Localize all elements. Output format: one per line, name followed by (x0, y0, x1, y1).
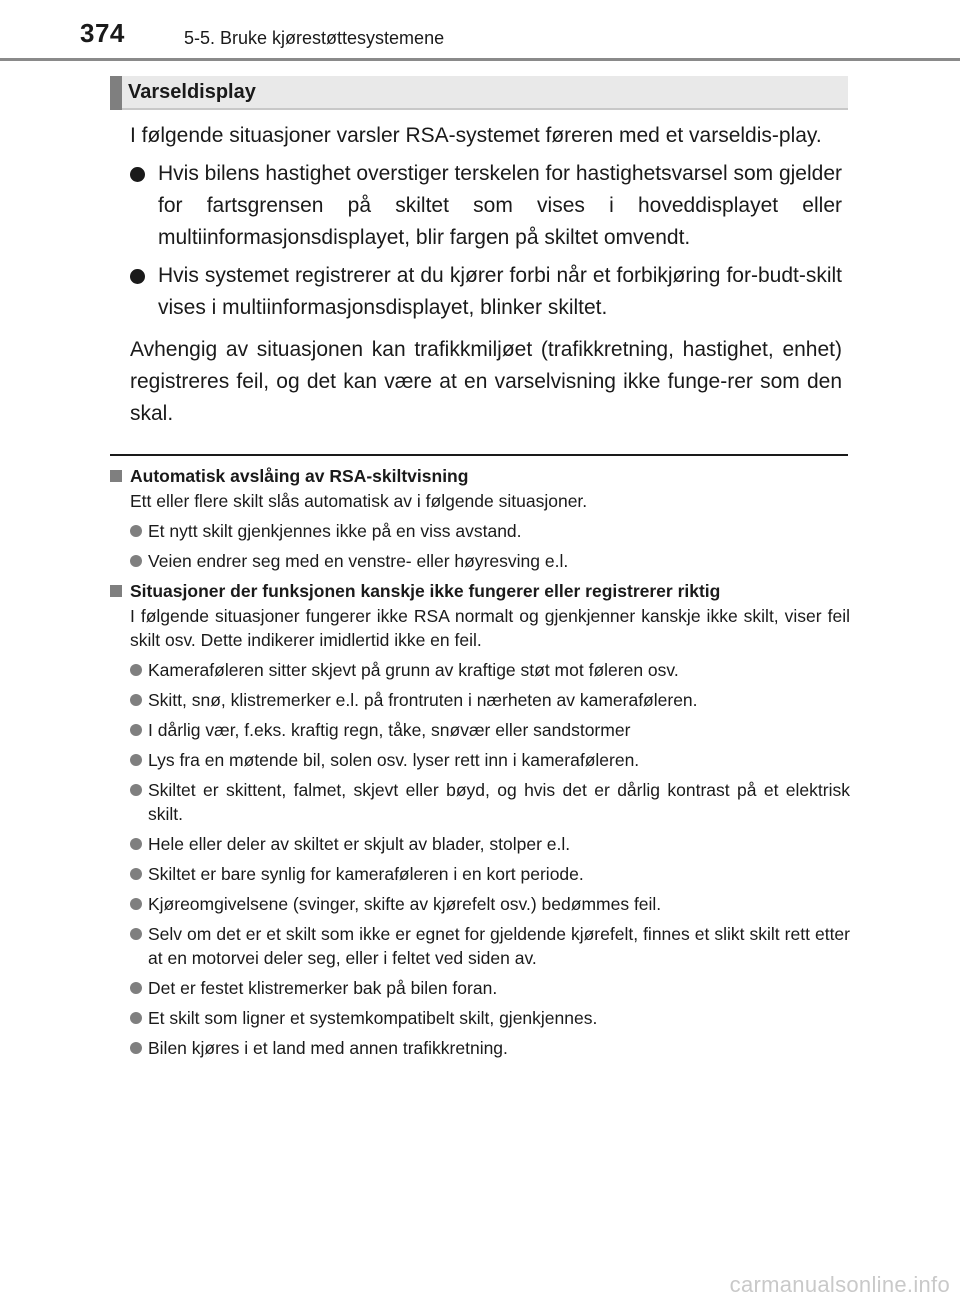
note-list (110, 519, 850, 573)
list-item-text: Det er festet klistremerker bak på bilen foran. (148, 978, 498, 998)
note-title (110, 464, 850, 488)
bullet-dot-icon (130, 1042, 142, 1054)
list-item (130, 158, 842, 254)
list-item (110, 892, 850, 916)
list-item (110, 658, 850, 682)
section-heading (110, 76, 848, 110)
bullet-dot-icon (130, 928, 142, 940)
list-item (110, 519, 850, 543)
intro-paragraph: I følgende situasjoner varsler RSA-systemet føreren med et varseldis-play. (130, 124, 822, 147)
note-description: Ett eller flere skilt slås automatisk av i følgende situasjoner. (130, 491, 588, 511)
list-item-text: Skitt, snø, klistremerker e.l. på frontruten i nærheten av kameraføleren. (148, 690, 698, 710)
note-description: I følgende situasjoner fungerer ikke RSA normalt og gjenkjenner kanskje ikke skilt, viser feil skilt osv. Dette indikerer imidlertid ikke en feil. (130, 606, 850, 650)
bullet-dot-icon (130, 784, 142, 796)
note-title (110, 579, 850, 603)
section-heading-text: Varseldisplay (128, 81, 256, 103)
list-item-text: I dårlig vær, f.eks. kraftig regn, tåke, snøvær eller sandstormer (148, 720, 631, 740)
header-rule (0, 58, 960, 61)
page-number: 374 (80, 18, 125, 48)
list-item-text: Kameraføleren sitter skjevt på grunn av kraftige støt mot føleren osv. (148, 660, 679, 680)
list-item-text: Selv om det er et skilt som ikke er egnet for gjeldende kjørefelt, finnes et slikt skilt rett etter at en motorvei deler seg, eller i feltet ved siden av. (148, 924, 850, 968)
bullet-dot-icon (130, 664, 142, 676)
page-header (0, 0, 960, 60)
square-bullet-icon (110, 585, 122, 597)
bullet-dot-icon (130, 838, 142, 850)
square-bullet-icon (110, 470, 122, 482)
list-item (110, 688, 850, 712)
list-item-text: Lys fra en møtende bil, solen osv. lyser rett inn i kameraføleren. (148, 750, 640, 770)
list-item-text: Et nytt skilt gjenkjennes ikke på en viss avstand. (148, 521, 522, 541)
note-title-text: Situasjoner der funksjonen kanskje ikke fungerer eller registrerer riktig (130, 581, 721, 601)
list-item (110, 549, 850, 573)
list-item-text: Hele eller deler av skiltet er skjult av blader, stolper e.l. (148, 834, 571, 854)
main-body (130, 120, 842, 430)
bullet-dot-icon (130, 898, 142, 910)
note-block-limitations (110, 579, 850, 1060)
list-item (110, 778, 850, 826)
list-item (110, 1006, 850, 1030)
watermark-text: carmanualsonline.info (729, 1272, 950, 1297)
list-item (110, 1036, 850, 1060)
list-item-text: Skiltet er bare synlig for kameraføleren i en kort periode. (148, 864, 584, 884)
list-item (110, 862, 850, 886)
closing-paragraph: Avhengig av situasjonen kan trafikkmiljøet (trafikkretning, hastighet, enhet) registreres feil, og det kan være at en varselvisning ikke funge-rer som den skal. (130, 338, 842, 425)
bullet-dot-icon (130, 167, 145, 182)
bullet-dot-icon (130, 724, 142, 736)
bullet-dot-icon (130, 982, 142, 994)
list-item-text: Veien endrer seg med en venstre- eller høyresving e.l. (148, 551, 569, 571)
list-item-text: Skiltet er skittent, falmet, skjevt eller bøyd, og hvis det er dårlig kontrast på et elektrisk skilt. (148, 780, 850, 824)
note-list (110, 658, 850, 1060)
list-item (110, 922, 850, 970)
list-item-text: Kjøreomgivelsene (svinger, skifte av kjørefelt osv.) bedømmes feil. (148, 894, 662, 914)
chapter-title: 5-5. Bruke kjørestøttesystemene (184, 28, 445, 48)
list-item (110, 832, 850, 856)
bullet-dot-icon (130, 694, 142, 706)
section-heading-bar (110, 76, 122, 110)
bullet-dot-icon (130, 1012, 142, 1024)
section-divider (110, 454, 848, 456)
bullet-dot-icon (130, 525, 142, 537)
notes-section (110, 462, 850, 1066)
note-title-text: Automatisk avslåing av RSA-skiltvisning (130, 466, 469, 486)
note-block-auto-off (110, 464, 850, 573)
bullet-dot-icon (130, 555, 142, 567)
list-item (130, 260, 842, 324)
list-item (110, 748, 850, 772)
list-item (110, 718, 850, 742)
bullet-dot-icon (130, 868, 142, 880)
list-item-text: Et skilt som ligner et systemkompatibelt skilt, gjenkjennes. (148, 1008, 598, 1028)
list-item-text: Hvis bilens hastighet overstiger terskelen for hastighetsvarsel som gjelder for fartsgrensen på skiltet som vises i hoveddisplayet eller multiinformasjonsdisplayet, blir fargen på skiltet omvendt. (158, 162, 842, 249)
bullet-dot-icon (130, 269, 145, 284)
list-item-text: Hvis systemet registrerer at du kjører forbi når et forbikjøring for-budt-skilt vises i multiinformasjonsdisplayet, blinker skiltet. (158, 264, 842, 319)
warning-bullet-list (130, 158, 842, 324)
bullet-dot-icon (130, 754, 142, 766)
list-item-text: Bilen kjøres i et land med annen trafikkretning. (148, 1038, 508, 1058)
list-item (110, 976, 850, 1000)
